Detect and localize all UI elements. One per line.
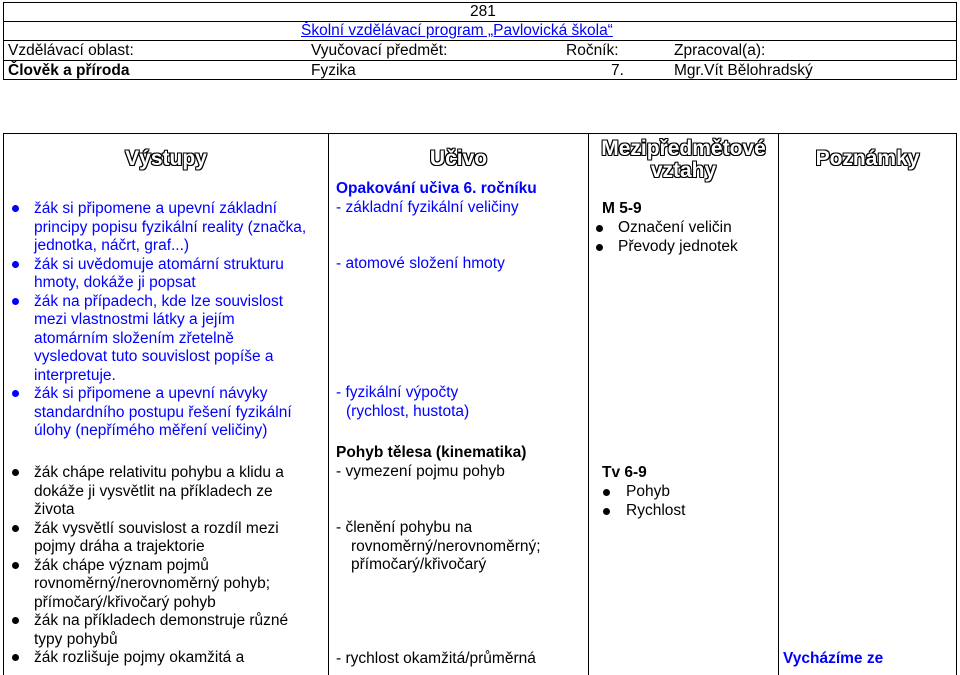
output-line: pojmy dráha a trajektorie (34, 538, 205, 555)
output-line: života (34, 501, 75, 518)
bullet-icon (12, 298, 19, 305)
output-line: standardního postupu řešení fyzikální (34, 403, 292, 421)
value-grade: 7. (611, 62, 624, 79)
output-line: vysledovat tuto souvislost popíše a (34, 348, 274, 365)
output-line: typy pohybů (34, 630, 118, 648)
output-line: žák si připomene a upevní návyky (34, 385, 268, 402)
value-author: Mgr.Vít Bělohradský (674, 62, 813, 79)
output-line: mezi vlastnostmi látky a jejím (34, 311, 235, 328)
curriculum-heading-kinematics: Pohyb tělesa (kinematika) (336, 444, 527, 461)
curriculum-item: - fyzikální výpočty (336, 384, 459, 401)
bullet-icon (12, 469, 19, 476)
label-subject: Vyučovací předmět: (311, 42, 448, 59)
table-left-border (3, 133, 4, 675)
column-heading-cross-line2: vztahy (650, 159, 717, 182)
output-line: žák na příkladech demonstruje různé (34, 612, 289, 629)
table-col-divider (778, 133, 779, 675)
label-author: Zpracoval(a): (674, 42, 766, 59)
curriculum-item: - základní fyzikální veličiny (336, 199, 519, 216)
bullet-icon (12, 261, 19, 268)
curriculum-item: - vymezení pojmu pohyb (336, 463, 505, 480)
output-line: žák vysvětlí souvislost a rozdíl mezi (34, 519, 279, 537)
label-area: Vzdělávací oblast: (8, 42, 134, 59)
output-line: žák si připomene a upevní základní (34, 200, 277, 217)
curriculum-item: - rychlost okamžitá/průměrná (336, 650, 536, 667)
output-line: žák si uvědomuje atomární strukturu (34, 255, 284, 273)
output-line: jednotka, náčrt, graf...) (34, 237, 190, 254)
curriculum-item: přímočarý/křivočarý (351, 556, 487, 573)
column-heading-curriculum: Učivo (429, 147, 488, 170)
output-line: žák chápe relativitu pohybu a klidu a (34, 464, 284, 481)
cross-item: Rychlost (626, 502, 686, 519)
output-line: žák chápe význam pojmů (34, 556, 209, 574)
output-line: atomárním složením zřetelně (34, 329, 234, 347)
output-line: hmoty, dokáže ji popsat (34, 274, 196, 291)
header-divider (3, 60, 957, 61)
label-grade: Ročník: (566, 42, 619, 59)
value-area: Člověk a příroda (8, 62, 130, 79)
output-line: žák na případech, kde lze souvislost (34, 292, 283, 310)
cross-item: Označení veličin (618, 219, 732, 236)
curriculum-item: - atomové složení hmoty (336, 255, 505, 272)
output-line: přímočarý/křivočarý pohyb (34, 593, 216, 611)
table-top-border (3, 133, 957, 134)
output-line: žák rozlišuje pojmy okamžitá a (34, 649, 245, 666)
output-line: rovnoměrný/nerovnoměrný pohyb; (34, 575, 271, 592)
table-right-border (956, 133, 957, 675)
bullet-icon (596, 225, 603, 232)
page-number: 281 (470, 3, 496, 20)
curriculum-item: - členění pohybu na (336, 519, 473, 536)
column-heading-cross-line1: Mezipředmětové (601, 137, 766, 160)
output-line: interpretuje. (34, 366, 116, 384)
output-line: principy popisu fyzikální reality (značka, (34, 218, 307, 236)
cross-group-math-title: M 5-9 (602, 200, 642, 217)
output-line: úlohy (nepřímého měření veličiny) (34, 422, 268, 439)
bullet-icon (12, 562, 19, 569)
table-col-divider (588, 133, 589, 675)
notes-text: Vycházíme ze (783, 650, 884, 667)
cross-item: Pohyb (626, 483, 670, 500)
bullet-icon (603, 489, 610, 496)
bullet-icon (12, 205, 19, 212)
value-subject: Fyzika (311, 62, 356, 79)
bullet-icon (603, 508, 610, 515)
curriculum-item: rovnoměrný/nerovnoměrný; (351, 538, 541, 555)
output-line: dokáže ji vysvětlit na příkladech ze (34, 482, 273, 500)
bullet-icon (12, 654, 19, 661)
cross-group-pe-title: Tv 6-9 (602, 464, 647, 481)
table-col-divider (328, 133, 329, 675)
column-heading-notes: Poznámky (815, 147, 920, 170)
column-heading-outputs: Výstupy (125, 147, 207, 170)
bullet-icon (12, 390, 19, 397)
cross-item: Převody jednotek (618, 238, 738, 255)
bullet-icon (596, 244, 603, 251)
bullet-icon (12, 525, 19, 532)
bullet-icon (12, 617, 19, 624)
program-title: Školní vzdělávací program „Pavlovická škola“ (301, 22, 613, 39)
curriculum-heading-revision: Opakování učiva 6. ročníku (336, 180, 537, 197)
curriculum-item: (rychlost, hustota) (346, 403, 470, 420)
header-divider (3, 40, 957, 41)
